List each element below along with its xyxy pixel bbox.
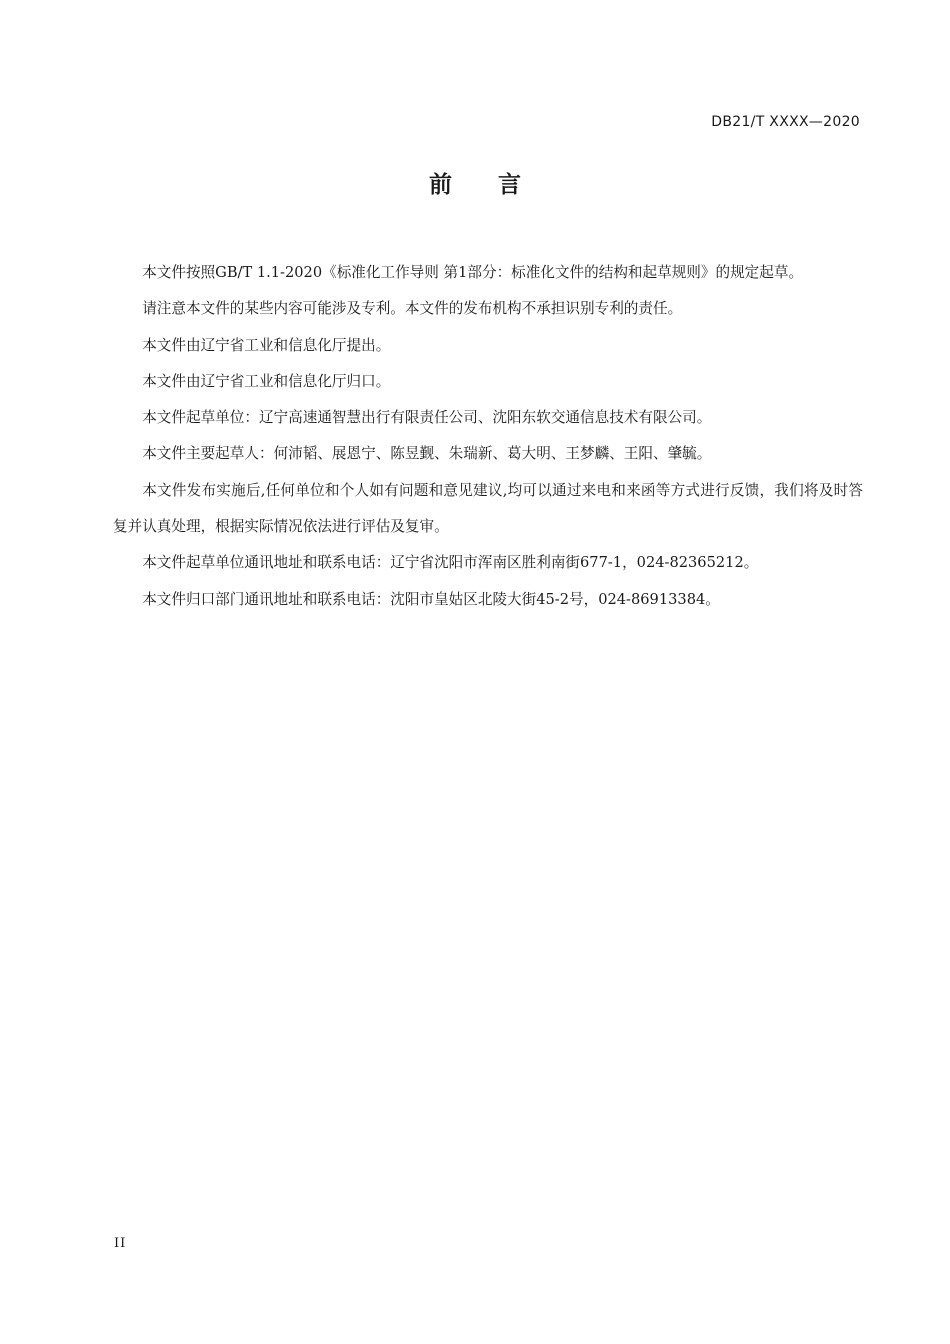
paragraph-drafting-units: 本文件起草单位：辽宁高速通智慧出行有限责任公司、沈阳东软交通信息技术有限公司。 — [142, 409, 712, 427]
page-number: II — [114, 1236, 127, 1251]
paragraph-drafters: 本文件主要起草人：何沛韬、展恩宁、陈昱觐、朱瑞新、葛大明、王梦麟、王阳、肇毓。 — [142, 445, 712, 463]
paragraph-centralized-contact: 本文件归口部门通讯地址和联系电话：沈阳市皇姑区北陵大街45-2号，024-86913384。 — [142, 590, 720, 608]
paragraph-proposer: 本文件由辽宁省工业和信息化厅提出。 — [142, 336, 391, 354]
paragraph-centralized-unit: 本文件由辽宁省工业和信息化厅归口。 — [142, 372, 391, 390]
paragraph-feedback: 本文件发布实施后,任何单位和个人如有问题和意见建议,均可以通过来电和来函等方式进行反馈，我们将及时答复并认真处理，根据实际情况依法进行评估及复审。 — [113, 481, 863, 536]
page-title: 前 言 — [429, 172, 521, 198]
paragraph-drafting-basis: 本文件按照GB/T 1.1-2020《标准化工作导则 第1部分：标准化文件的结构和起草规则》的规定起草。 — [142, 264, 804, 281]
paragraph-patent-notice: 请注意本文件的某些内容可能涉及专利。本文件的发布机构不承担识别专利的责任。 — [142, 300, 683, 318]
document-code: DB21/T XXXX—2020 — [711, 114, 860, 130]
preface-body — [113, 255, 863, 618]
paragraph-drafting-contact: 本文件起草单位通讯地址和联系电话：辽宁省沈阳市浑南区胜利南街677-1，024-82365212。 — [142, 554, 759, 572]
